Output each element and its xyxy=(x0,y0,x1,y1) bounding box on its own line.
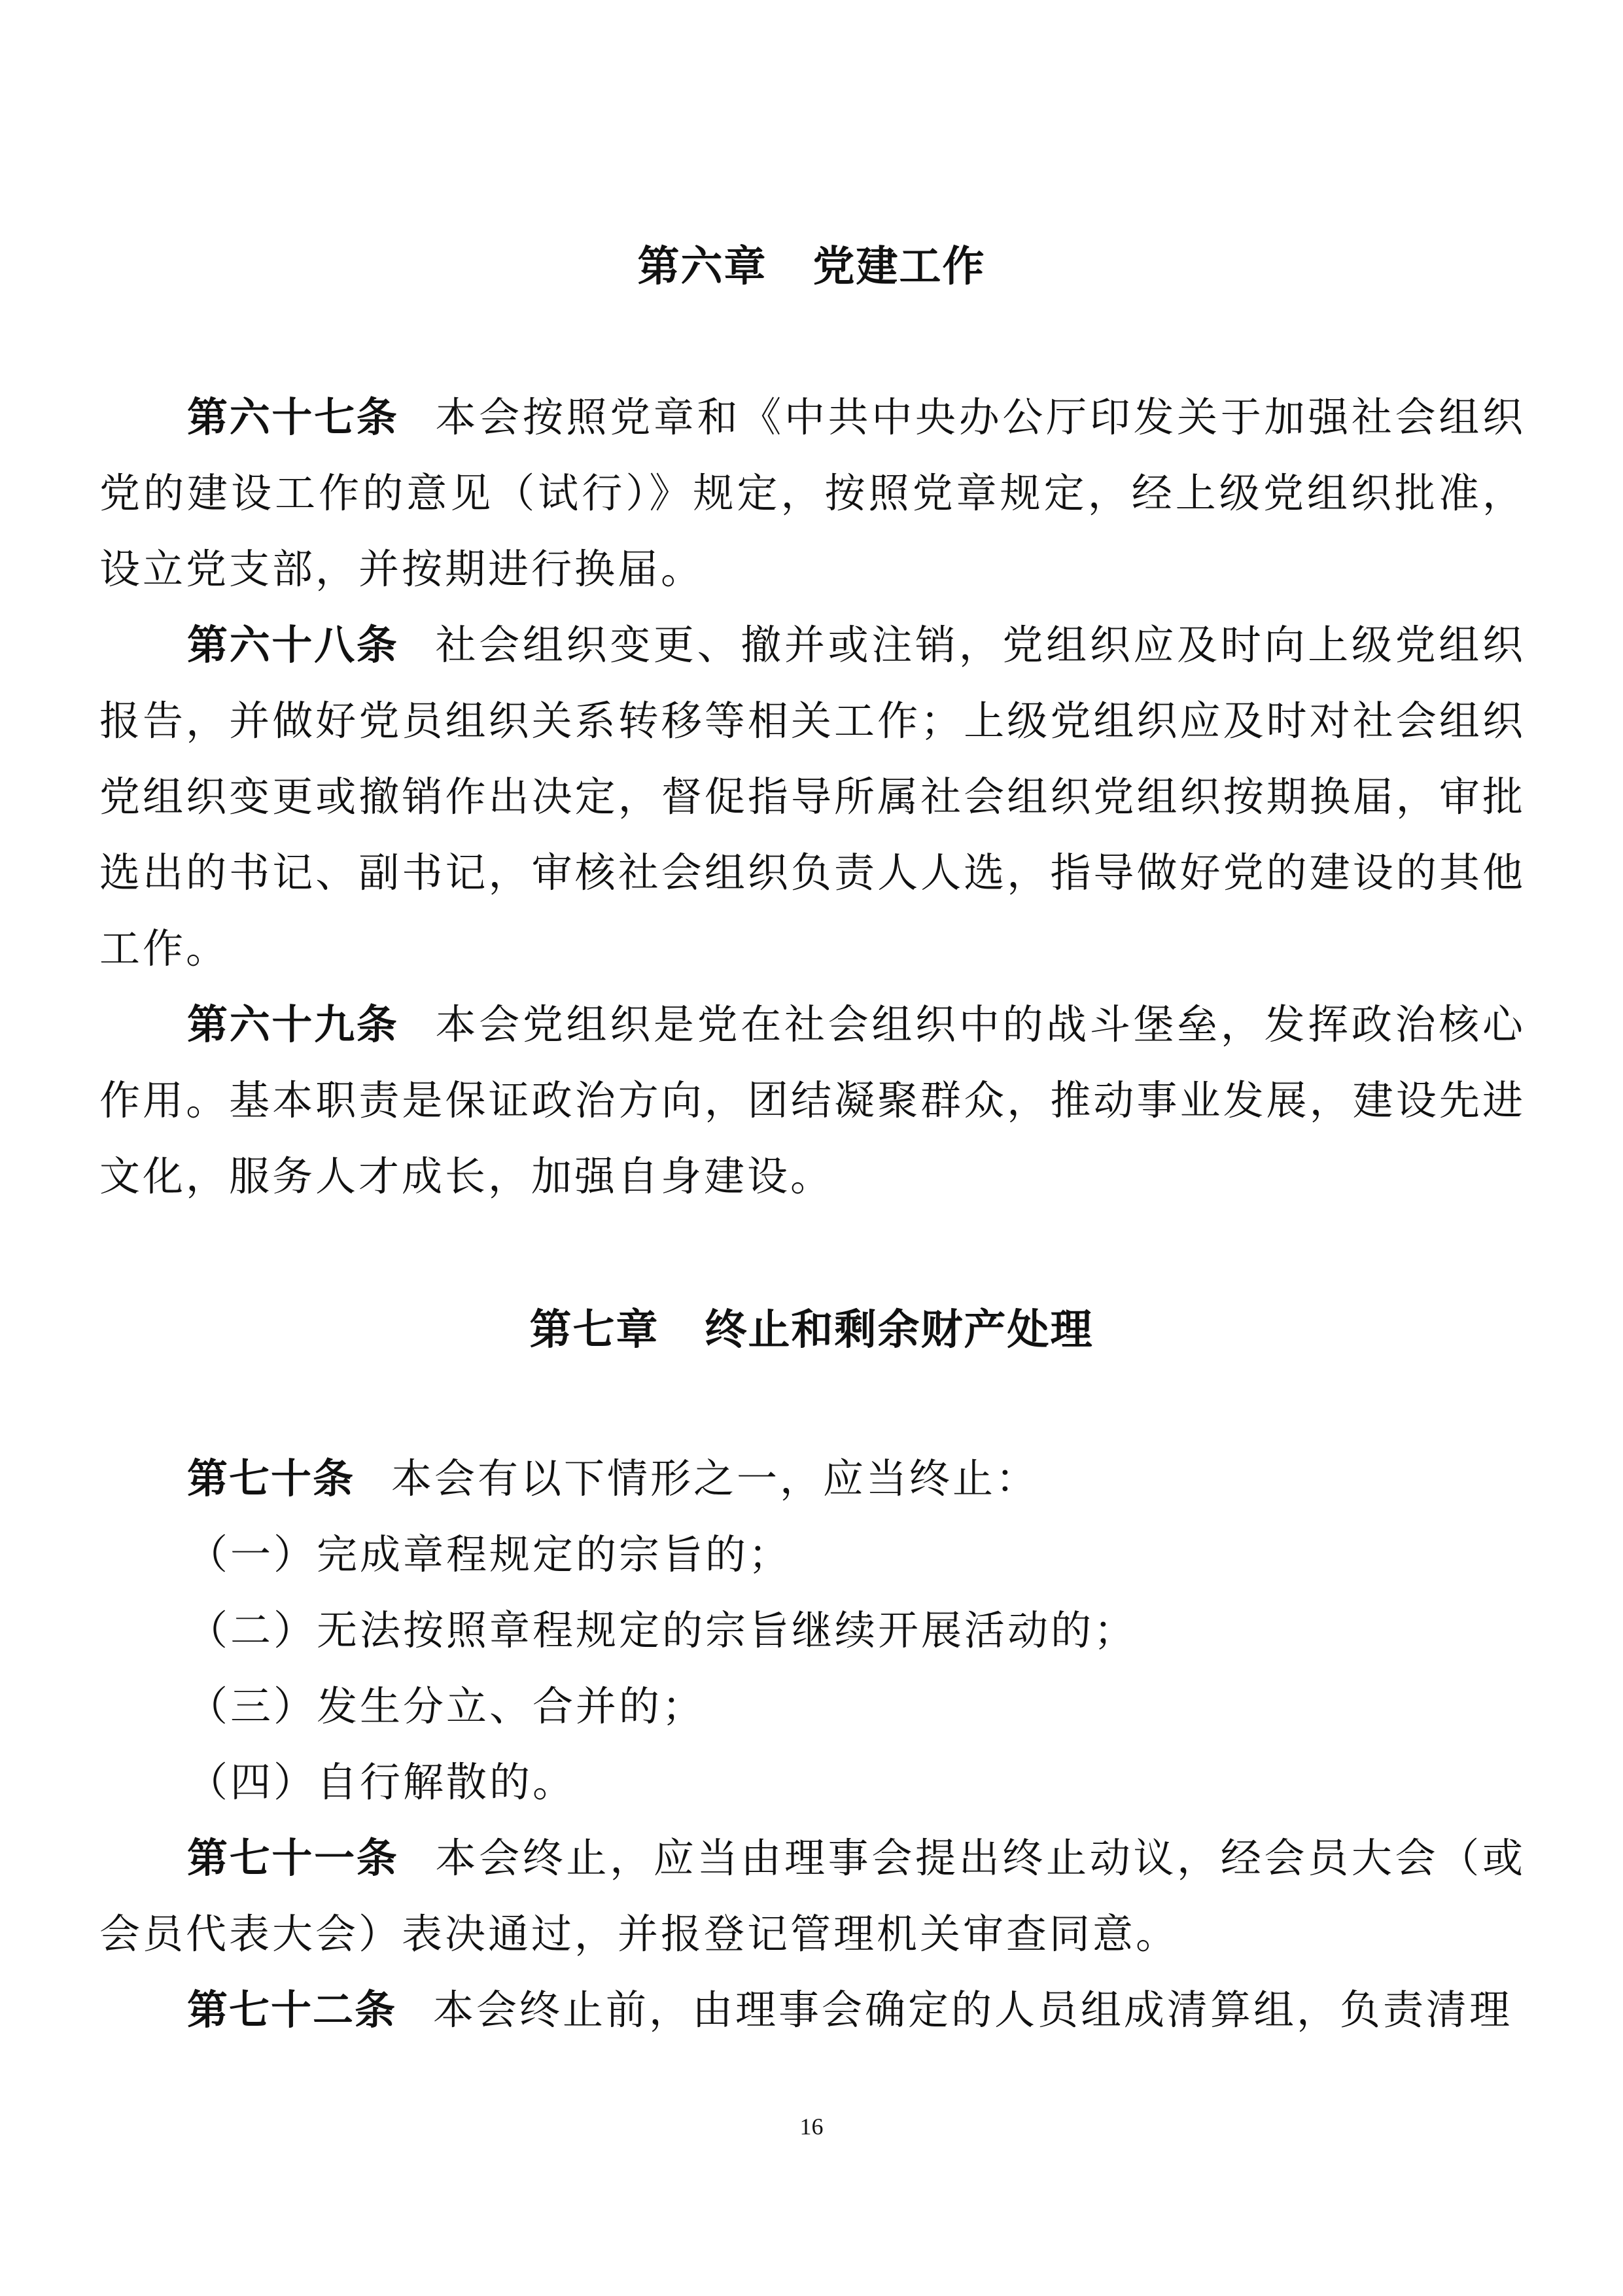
article-69 xyxy=(99,987,1526,1214)
article-71-text: 本会终止，应当由理事会提出终止动议，经会员大会（或会员代表大会）表决通过，并报登记管理机关审查同意。 xyxy=(99,1834,1526,1958)
article-72 xyxy=(99,1972,1526,2048)
article-67-text: 本会按照党章和《中共中央办公厅印发关于加强社会组织党的建设工作的意见（试行）》规定，按照党章规定，经上级党组织批准，设立党支部，并按期进行换届。 xyxy=(99,393,1526,593)
article-68-number: 第六十八条 xyxy=(187,621,399,669)
list-item: （三）发生分立、合并的； xyxy=(187,1682,706,1730)
chapter-seven-title xyxy=(0,1304,1623,1356)
chapter-six-name: 党建工作 xyxy=(812,242,986,291)
article-67 xyxy=(99,380,1526,607)
list-item: （二）无法按照章程规定的宗旨继续开展活动的； xyxy=(187,1606,1138,1654)
article-72-text: 本会终止前，由理事会确定的人员组成清算组，负责清理 xyxy=(433,1986,1513,2034)
list-item: （一）完成章程规定的宗旨的； xyxy=(187,1530,792,1578)
article-70 xyxy=(99,1441,1526,1517)
article-68 xyxy=(99,607,1526,987)
list-item: （四）自行解散的。 xyxy=(187,1758,576,1806)
article-70-number: 第七十条 xyxy=(187,1455,355,1502)
chapter-seven-number: 第七章 xyxy=(529,1305,659,1354)
chapter-six-title xyxy=(0,241,1623,293)
page-number: 16 xyxy=(799,2113,824,2140)
article-71 xyxy=(99,1820,1526,1972)
article-68-text: 社会组织变更、撤并或注销，党组织应及时向上级党组织报告，并做好党员组织关系转移等相关工作；上级党组织应及时对社会组织党组织变更或撤销作出决定，督促指导所属社会组织党组织按期换届，审批选出的书记、副书记，审核社会组织负责人人选，指导做好党的建设的其他工作。 xyxy=(99,621,1526,972)
article-72-number: 第七十二条 xyxy=(187,1986,397,2034)
article-69-number: 第六十九条 xyxy=(187,1000,399,1048)
article-69-text: 本会党组织是党在社会组织中的战斗堡垒，发挥政治核心作用。基本职责是保证政治方向，团结凝聚群众，推动事业发展，建设先进文化，服务人才成长，加强自身建设。 xyxy=(99,1000,1526,1200)
article-70-text: 本会有以下情形之一，应当终止： xyxy=(391,1455,1039,1502)
article-67-number: 第六十七条 xyxy=(187,393,399,441)
chapter-six-number: 第六章 xyxy=(637,242,767,291)
chapter-seven-name: 终止和剩余财产处理 xyxy=(705,1305,1094,1354)
article-71-number: 第七十一条 xyxy=(187,1834,399,1882)
